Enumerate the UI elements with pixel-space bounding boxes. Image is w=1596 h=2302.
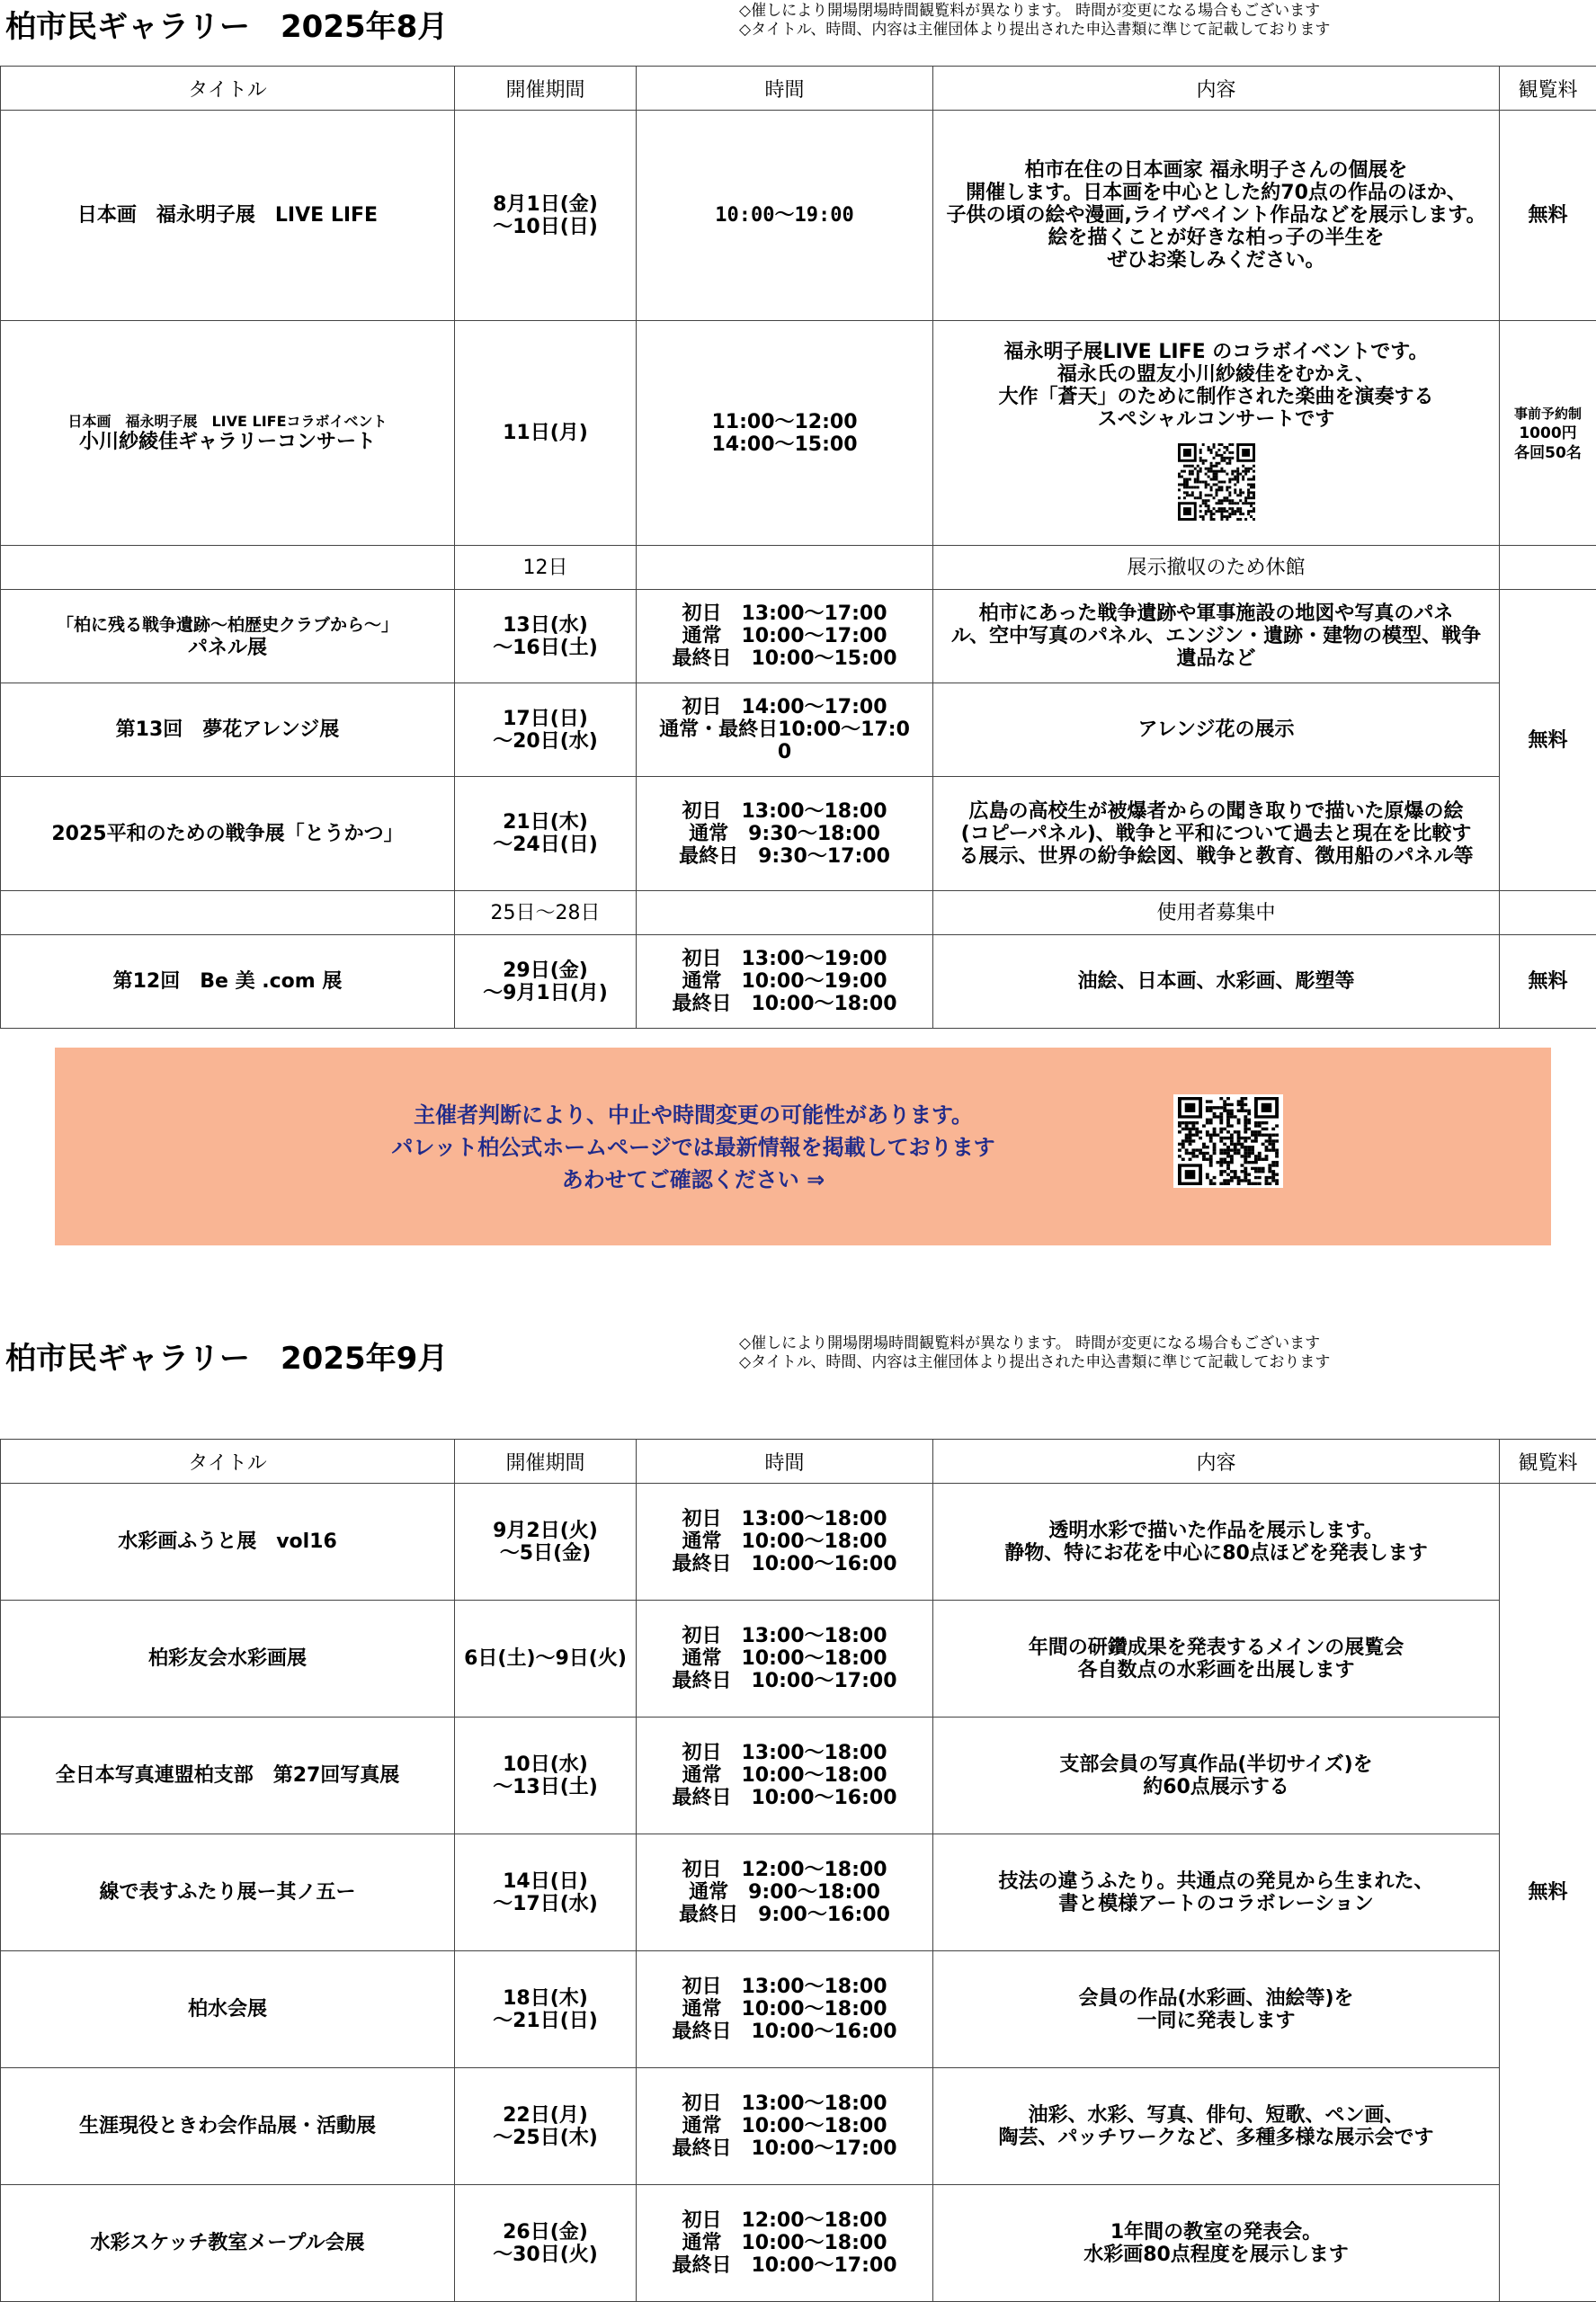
time-line: 最終日 10:00～18:00 — [672, 993, 897, 1015]
empty-cell — [637, 546, 933, 590]
table-row — [1, 935, 1596, 1029]
event-time — [637, 683, 933, 777]
event-fee: 無料 — [1500, 590, 1596, 891]
content-line: ぜひお楽しみください。 — [1107, 249, 1325, 272]
september-note-2: ◇タイトル、時間、内容は主催団体より提出された申込書類に準じて記載しております — [739, 1353, 1331, 1371]
event-time — [637, 777, 933, 891]
event-time-line: 通常 10:00～18:00 — [682, 1647, 887, 1670]
notice-line: パレット柏公式ホームページでは最新情報を掲載しております — [391, 1135, 995, 1160]
event-period — [455, 590, 637, 683]
table-row — [1, 546, 1596, 590]
event-time — [637, 1718, 933, 1834]
header-fee: 観覧料 — [1500, 67, 1596, 111]
event-time — [637, 935, 933, 1029]
event-period-line: 10日(水) — [503, 1753, 588, 1776]
table-row — [1, 590, 1596, 683]
content-line: 開催します。日本画を中心とした約70点の作品のほか、 — [966, 182, 1467, 204]
event-time-line: 通常 10:00～18:00 — [682, 2115, 887, 2137]
homepage-qr-code-icon[interactable] — [1173, 1094, 1283, 1188]
fee-line: 1000円 — [1519, 424, 1577, 442]
event-title: 2025平和のための戦争展「とうかつ」 — [1, 777, 455, 891]
header-time: 時間 — [637, 1440, 933, 1484]
event-title-line: 柏彩友会水彩画展 — [147, 1647, 307, 1670]
period-line: ～16日(土) — [493, 636, 598, 659]
event-title-line: 線で表すふたり展ー其ノ五ー — [99, 1881, 356, 1904]
event-content-line: 会員の作品(水彩画、油絵等)を — [1078, 1986, 1354, 2010]
event-period-line: ～13日(土) — [493, 1775, 598, 1798]
event-period — [455, 1834, 637, 1951]
header-content: 内容 — [933, 1440, 1500, 1484]
event-time — [637, 321, 933, 546]
september-note-1: ◇催しにより開場閉場時間観覧料が異なります。 時間が変更になる場合もございます — [739, 1334, 1321, 1352]
time-line: 初日 14:00～17:00 — [682, 696, 887, 718]
event-period-line: ～25日(木) — [493, 2126, 598, 2149]
time-line: 最終日 10:00～15:00 — [672, 647, 897, 670]
event-title — [1, 321, 455, 546]
event-period-line: ～17日(水) — [493, 1892, 598, 1915]
event-title-line: 生涯現役ときわ会作品展・活動展 — [78, 2115, 376, 2137]
content-line: 絵を描くことが好きな柏っ子の半生を — [1048, 227, 1385, 249]
event-subtitle: 日本画 福永明子展 LIVE LIFEコラボイベント — [67, 413, 388, 430]
event-content: アレンジ花の展示 — [933, 683, 1500, 777]
event-title-line: 柏水会展 — [187, 1998, 267, 2021]
event-title: 日本画 福永明子展 LIVE LIFE — [1, 111, 455, 321]
event-content-line: 各自数点の水彩画を出展します — [1077, 1658, 1355, 1682]
event-time-line: 通常 10:00～18:00 — [682, 1530, 887, 1553]
period-line: ～9月1日(月) — [483, 981, 608, 1004]
event-time: 10:00～19:00 — [637, 111, 933, 321]
notice-line: 主催者判断により、中止や時間変更の可能性があります。 — [413, 1102, 974, 1128]
event-period — [455, 1601, 637, 1718]
event-title-line: 水彩スケッチ教室メープル会展 — [90, 2232, 365, 2254]
table-row — [1, 2068, 1596, 2185]
event-period — [455, 777, 637, 891]
event-content: 展示撤収のため休館 — [933, 546, 1500, 590]
table-row — [1, 1718, 1596, 1834]
event-title — [1, 590, 455, 683]
event-time-line: 初日 13:00～18:00 — [682, 2092, 887, 2115]
event-content: 油絵、日本画、水彩画、彫塑等 — [933, 935, 1500, 1029]
time-line: 初日 13:00～17:00 — [682, 602, 887, 625]
time-line: 通常 9:30～18:00 — [689, 822, 880, 845]
event-content-line: 技法の違うふたり。共通点の発見から生まれた、 — [998, 1869, 1434, 1893]
period-line: ～10日(日) — [493, 215, 598, 238]
event-period-line: 22日(月) — [503, 2103, 588, 2127]
event-title — [1, 1484, 455, 1601]
event-title-line: 水彩画ふうと展 vol16 — [118, 1530, 337, 1553]
event-period-line: 14日(日) — [503, 1869, 588, 1893]
event-time-line: 初日 13:00～18:00 — [682, 1625, 887, 1647]
event-time-line: 最終日 10:00～16:00 — [672, 2021, 897, 2043]
event-content-line: 書と模様アートのコラボレーション — [1058, 1892, 1374, 1915]
time-line: 最終日 9:30～17:00 — [679, 844, 890, 868]
event-title — [1, 2185, 455, 2302]
content-line: ル、空中写真のパネル、エンジン・遺跡・建物の模型、戦争 — [950, 625, 1482, 647]
notice-line: あわせてご確認ください ⇒ — [561, 1167, 825, 1192]
august-note-1: ◇催しにより開場閉場時間観覧料が異なります。 時間が変更になる場合もございます — [739, 2, 1321, 20]
event-period-line: ～30日(火) — [493, 2243, 598, 2266]
empty-cell — [637, 891, 933, 935]
event-title: 第13回 夢花アレンジ展 — [1, 683, 455, 777]
content-line: 大作「蒼天」のために制作された楽曲を演奏する — [998, 385, 1434, 408]
event-time — [637, 2185, 933, 2302]
event-content-line: 約60点展示する — [1143, 1775, 1289, 1798]
event-time-line: 最終日 10:00～17:00 — [672, 2137, 897, 2160]
event-period — [455, 111, 637, 321]
event-time — [637, 590, 933, 683]
event-content: 使用者募集中 — [933, 891, 1500, 935]
event-content-line: 油彩、水彩、写真、俳句、短歌、ペン画、 — [1028, 2103, 1404, 2127]
header-content: 内容 — [933, 67, 1500, 111]
event-content — [933, 590, 1500, 683]
content-line: 福永氏の盟友小川紗綾佳をむかえ、 — [1057, 362, 1376, 386]
event-content — [933, 1484, 1500, 1601]
table-row — [1, 321, 1596, 546]
september-title: 柏市民ギャラリー 2025年9月 — [5, 1341, 449, 1377]
table-row — [1, 683, 1596, 777]
table-row — [1, 777, 1596, 891]
table-row — [1, 1601, 1596, 1718]
event-content — [933, 2185, 1500, 2302]
event-time-line: 通常 10:00～18:00 — [682, 2232, 887, 2254]
period-line: 8月1日(金) — [493, 192, 598, 216]
content-line: 遺品など — [1176, 647, 1256, 670]
september-notes — [739, 1334, 1330, 1372]
event-time-line: 通常 9:00～18:00 — [689, 1881, 880, 1904]
event-content — [933, 1601, 1500, 1718]
header-title: タイトル — [1, 1440, 455, 1484]
event-time — [637, 1484, 933, 1601]
event-time — [637, 2068, 933, 2185]
event-content-line: 透明水彩で描いた作品を展示します。 — [1048, 1519, 1384, 1542]
content-line: 広島の高校生が被爆者からの聞き取りで描いた原爆の絵 — [968, 799, 1464, 823]
period-line: ～24日(日) — [493, 834, 598, 856]
event-content — [933, 2068, 1500, 2185]
september-header-row — [1, 1440, 1596, 1484]
event-title — [1, 2068, 455, 2185]
august-header-row — [1, 67, 1596, 111]
event-time-line: 最終日 10:00～16:00 — [672, 1553, 897, 1575]
event-title: 第12回 Be 美 .com 展 — [1, 935, 455, 1029]
event-period: 12日 — [455, 546, 637, 590]
empty-cell — [1, 891, 455, 935]
august-notes — [739, 2, 1330, 40]
time-line: 初日 13:00～18:00 — [682, 799, 887, 823]
august-title: 柏市民ギャラリー 2025年8月 — [5, 9, 449, 45]
header-title: タイトル — [1, 67, 455, 111]
fee-line: 事前予約制 — [1513, 405, 1582, 422]
time-line: 初日 13:00～19:00 — [682, 948, 887, 970]
event-title-line: 小川紗綾佳ギャラリーコンサート — [78, 431, 376, 453]
notice-banner — [55, 1048, 1551, 1245]
table-row — [1, 891, 1596, 935]
period-line: 13日(水) — [503, 613, 588, 637]
event-period-line: 26日(金) — [503, 2220, 588, 2244]
header-fee: 観覧料 — [1500, 1440, 1596, 1484]
event-fee — [1500, 321, 1596, 546]
event-fee: 無料 — [1500, 1484, 1596, 2302]
event-content — [933, 1834, 1500, 1951]
event-time-line: 通常 10:00～18:00 — [682, 1998, 887, 2021]
august-note-2: ◇タイトル、時間、内容は主催団体より提出された申込書類に準じて記載しております — [739, 21, 1331, 39]
event-time-line: 初日 13:00～18:00 — [682, 1976, 887, 1998]
event-period-line: 18日(木) — [503, 1986, 588, 2010]
event-period-line: 6日(土)～9日(火) — [464, 1647, 627, 1670]
event-time — [637, 1951, 933, 2068]
event-time-line: 初日 13:00～18:00 — [682, 1742, 887, 1764]
event-content-line: 陶芸、パッチワークなど、多種多様な展示会です — [998, 2126, 1434, 2149]
event-content — [933, 111, 1500, 321]
header-time: 時間 — [637, 67, 933, 111]
event-time — [637, 1601, 933, 1718]
event-fee: 無料 — [1500, 111, 1596, 321]
empty-cell — [1, 546, 455, 590]
period-line: 29日(金) — [503, 959, 588, 982]
september-schedule-table — [0, 1439, 1596, 2302]
event-title — [1, 1834, 455, 1951]
header-period: 開催期間 — [455, 67, 637, 111]
content-line: スペシャルコンサートです — [1097, 407, 1335, 431]
content-line: 福永明子展LIVE LIFE のコラボイベントです。 — [1003, 340, 1429, 363]
event-content — [933, 777, 1500, 891]
event-content — [933, 1951, 1500, 2068]
event-title-line: 全日本写真連盟柏支部 第27回写真展 — [55, 1764, 400, 1787]
event-content-line: 年間の研鑽成果を発表するメインの展覧会 — [1028, 1636, 1404, 1659]
content-line: 柏市にあった戦争遺跡や軍事施設の地図や写真のパネ — [978, 602, 1454, 625]
table-row — [1, 111, 1596, 321]
header-period: 開催期間 — [455, 1440, 637, 1484]
event-time-line: 初日 12:00～18:00 — [682, 2209, 887, 2232]
table-row — [1, 1834, 1596, 1951]
content-line: る展示、世界の紛争絵図、戦争と教育、徴用船のパネル等 — [958, 844, 1474, 868]
time-line: 14:00～15:00 — [711, 433, 858, 456]
table-row — [1, 1484, 1596, 1601]
content-line: (コピーパネル)、戦争と平和について過去と現在を比較す — [960, 822, 1472, 845]
time-line: 0 — [777, 741, 792, 763]
event-period-line: 9月2日(火) — [493, 1519, 598, 1542]
event-content-line: 静物、特にお花を中心に80点ほどを発表します — [1004, 1541, 1428, 1565]
event-period — [455, 1484, 637, 1601]
time-line: 通常 10:00～19:00 — [682, 970, 887, 993]
event-title — [1, 1718, 455, 1834]
time-line: 通常 10:00～17:00 — [682, 625, 887, 647]
event-title — [1, 1601, 455, 1718]
event-period: 25日～28日 — [455, 891, 637, 935]
event-title — [1, 1951, 455, 2068]
period-line: 21日(木) — [503, 811, 588, 834]
concert-qr-code-icon[interactable] — [1178, 443, 1255, 521]
august-schedule-table — [0, 66, 1596, 1029]
notice-text — [55, 1099, 1332, 1196]
event-time — [637, 1834, 933, 1951]
time-line: 通常・最終日10:00～17:0 — [659, 718, 910, 741]
time-line: 11:00～12:00 — [711, 410, 858, 433]
event-period — [455, 2185, 637, 2302]
event-period — [455, 935, 637, 1029]
event-period — [455, 1718, 637, 1834]
event-time-line: 最終日 10:00～17:00 — [672, 1670, 897, 1692]
content-line: 柏市在住の日本画家 福永明子さんの個展を — [1024, 159, 1408, 182]
period-line: ～20日(水) — [493, 729, 598, 753]
empty-cell — [1500, 891, 1596, 935]
event-content-line: 水彩画80点程度を展示します — [1083, 2243, 1349, 2266]
event-content-line: 支部会員の写真作品(半切サイズ)を — [1059, 1753, 1373, 1776]
event-time-line: 初日 13:00～18:00 — [682, 1508, 887, 1530]
event-fee: 無料 — [1500, 935, 1596, 1029]
event-period: 11日(月) — [455, 321, 637, 546]
empty-cell — [1500, 546, 1596, 590]
event-title-line: パネル展 — [187, 636, 267, 659]
event-period — [455, 683, 637, 777]
event-title-line: 「柏に残る戦争遺跡～柏歴史クラブから～」 — [56, 614, 398, 635]
event-content — [933, 321, 1500, 546]
period-line: 17日(日) — [503, 707, 588, 730]
event-content — [933, 1718, 1500, 1834]
event-period-line: ～5日(金) — [499, 1541, 592, 1565]
event-content-line: 一同に発表します — [1137, 2009, 1296, 2032]
event-time-line: 最終日 10:00～17:00 — [672, 2254, 897, 2277]
event-content-line: 1年間の教室の発表会。 — [1110, 2220, 1323, 2244]
event-period-line: ～21日(日) — [493, 2009, 598, 2032]
event-time-line: 初日 12:00～18:00 — [682, 1859, 887, 1881]
table-row — [1, 1951, 1596, 2068]
event-time-line: 最終日 10:00～16:00 — [672, 1787, 897, 1809]
event-period — [455, 2068, 637, 2185]
event-time-line: 通常 10:00～18:00 — [682, 1764, 887, 1787]
table-row — [1, 2185, 1596, 2302]
fee-line: 各回50名 — [1514, 443, 1582, 462]
event-period — [455, 1951, 637, 2068]
content-line: 子供の頃の絵や漫画,ライヴペイント作品などを展示します。 — [946, 204, 1486, 227]
event-time-line: 最終日 9:00～16:00 — [679, 1904, 890, 1926]
